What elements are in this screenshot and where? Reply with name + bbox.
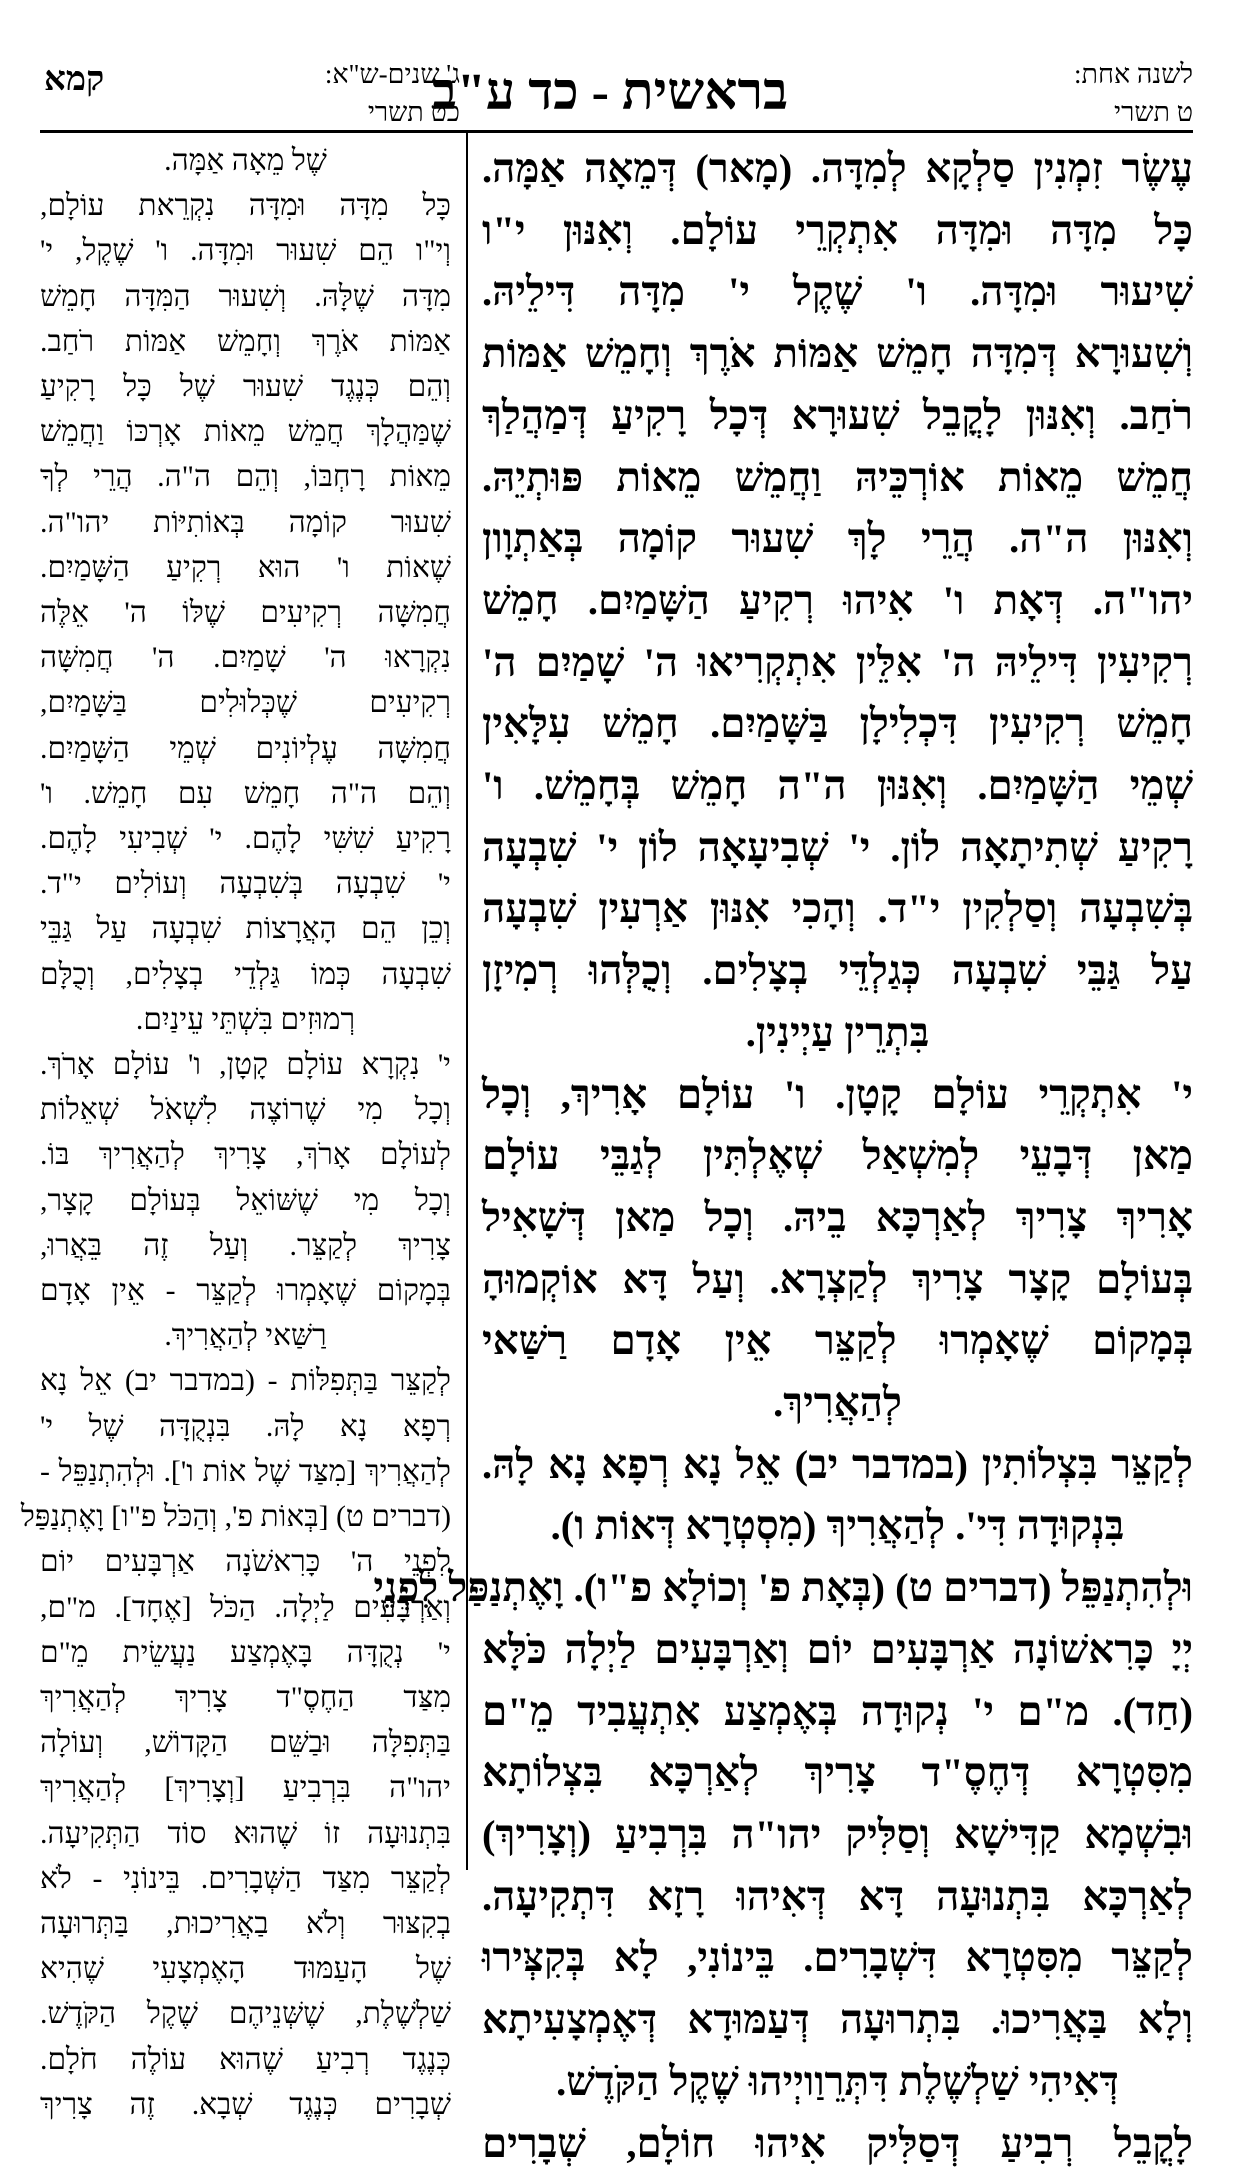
commentary-line: בַּתְּפִלָּה וּבַשֵּׁם הַקָּדוֹשׁ, וְעוֹלָה [40,1720,451,1765]
main-line: חֲמֵשׁ מֵאוֹת אוֹרְכֵּיהּ וַחֲמֵשׁ מֵאוֹת פּוּתְיֵהּ. [482,447,1193,509]
commentary-line: שִׁעוּר קוֹמָה בְּאוֹתִיּוֹת יהו"ה. [40,500,451,545]
main-line: (חַד). מ"ם י' נְקוּדָה בְּאֶמְצַע אִתְעֲבִיד מֵ"ם [482,1681,1193,1743]
commentary-line: שִׁבְעָה כְּמוֹ גַּלְדֵי בְצָלִים, וְכֻלָּם [40,952,451,997]
main-line: מִסִּטְרָא דְּחֶסֶ"ד צָרִיךְ לְאַרְכָּא בִּצְלוֹתָא [482,1742,1193,1804]
main-line: אָרִיךְ צָרִיךְ לְאַרְכָּא בֵיהּ. וְכָל מַאן דְּשָׁאִיל [482,1187,1193,1249]
commentary-line: שֶׁל מֵאָה אַמָּה. [40,138,451,183]
commentary-line: כָּל מִדָּה וּמִדָּה נִקְרֵאת עוֹלָם, [40,183,451,228]
main-line: וְאִנּוּן ה"ה. הֲרֵי לָךְ שִׁעוּר קוֹמָה בְּאַתְוָון [482,508,1193,570]
main-line: מַאן דְּבָעֵי לְמִשְׁאַל שְׁאֶלְתִּין לְגַבֵּי עוֹלָם [482,1125,1193,1187]
commentary-line: רָקִיעַ שִׁשִּׁי לָהֶם. י' שְׁבִיעִי לָהֶם. [40,816,451,861]
commentary-line: שְׁבָרִים כְּנֶגֶד שְׁבָא. זֶה צָרִיךְ [40,2082,451,2127]
commentary-line: חֲמִשָּׁה עֶלְיוֹנִים שְׁמֵי הַשָּׁמַיִם. [40,726,451,771]
commentary-line: וְהֵם כְּנֶגֶד שִׁעוּר שֶׁל כָּל רָקִיעַ [40,364,451,409]
main-line: שְׁמֵי הַשָּׁמַיִם. וְאִנּוּן ה"ה חָמֵשׁ בְּחָמֵשׁ. ו' [482,755,1193,817]
header-divider [40,130,1193,133]
commentary-line: רַשַּׁאי לְהַאֲרִיךְ. [40,1313,451,1358]
commentary-line: שֶׁאוֹת ו' הוּא רְקִיעַ הַשָּׁמַיִם. [40,545,451,590]
commentary-line: בִּתְנוּעָה זוֹ שֶׁהוּא סוֹד הַתְּקִיעָה. [40,1811,451,1856]
commentary-line: לְהַאֲרִיךְ [מִצַּד שֶׁל אוֹת ו']. וּלְהִתְנַפֵּל - [40,1449,451,1494]
main-line: יְיָ כָּרִאשׁוֹנָה אַרְבָּעִים יוֹם וְאַרְבָּעִים לַיְלָה כֹּלָּא [482,1619,1193,1681]
commentary-line: רְקִיעִים שֶׁכְּלוּלִים בַּשָּׁמַיִם, [40,680,451,725]
commentary-line: לְעוֹלָם אָרֹךְ, צָרִיךְ לְהַאֲרִיךְ בּוֹ. [40,1132,451,1177]
main-line: וּלְהִתְנַפֵּל (דברים ט) (בְּאָת פ' וְכוֹלָא פ"ו). וָאֶתְנַפַּל לִפְנֵי [482,1557,1193,1619]
main-line: כָּל מִדָּה וּמִדָּה אִתְקְרֵי עוֹלָם. וְאִנּוּן י"ו [482,200,1193,262]
commentary-line: לְקַצֵּר מִצַּד הַשְּׁבָרִים. בֵּינוֹנִי - לֹא [40,1856,451,1901]
commentary-line: מִצַּד הַחֶסֶ"ד צָרִיךְ לְהַאֲרִיךְ [40,1675,451,1720]
commentary-line: י' נִקְרָא עוֹלָם קָטָן, ו' עוֹלָם אָרֹךְ. [40,1042,451,1087]
main-line: עַל גַּבֵּי שִׁבְעָה כְּגַלְדֵּי בְצָלִים. וְכֻלְּהוּ רְמִיזָן [482,940,1193,1002]
main-line: י' אִתְקְרֵי עוֹלָם קָטָן. ו' עוֹלָם אָרִיךְ, וְכָל [482,1064,1193,1126]
main-line: בִּנְקוּדָה דִּי'. לְהַאֲרִיךְ (מִסְטְרָא דְּאוֹת ו). [482,1495,1193,1557]
header-year-schedule-one [893,55,1193,131]
commentary-line: וְהֵם ה"ה חָמֵשׁ עִם חָמֵשׁ. ו' [40,771,451,816]
commentary-line: וְכֵן הֵם הָאֲרָצוֹת שִׁבְעָה עַל גַּבֵּי [40,906,451,951]
commentary-line: צָרִיךְ לְקַצֵּר. וְעַל זֶה בֵּאֲרוּ, [40,1223,451,1268]
commentary-line: וְכָל מִי שֶׁשּׁוֹאֵל בְּעוֹלָם קָצָר, [40,1178,451,1223]
main-line: בִּתְרֵין עַיְינִין. [482,1002,1193,1064]
commentary-line: י' שִׁבְעָה בְּשִׁבְעָה וְעוֹלִים י"ד. [40,861,451,906]
header-one-year-label: לשנה אחת: [893,55,1193,93]
commentary-line: רְמוּזִים בִּשְׁתֵּי עֵינַיִם. [40,997,451,1042]
commentary-line: בְקִצּוּר וְלֹא בַאֲרִיכוּת, בַּתְּרוּעָה [40,1901,451,1946]
main-line: בְּמָקוֹם שֶׁאָמְרוּ לְקַצֵּר אֵין אָדָם רַשַּׁאי [482,1310,1193,1372]
commentary-line: רְפָא נָא לָהּ. בִּנְקֻדָּה שֶׁל י' [40,1404,451,1449]
main-line: וְשִׁעוּרָא דְּמִדָּה חָמֵשׁ אַמּוֹת אֹרֶךְ וְחָמֵשׁ אַמּוֹת [482,323,1193,385]
main-line: וּבִשְׁמָא קַדִּישָׁא וְסַלִּיק יהו"ה בִּרְבִיעַ (וְצָרִיךְ) [482,1804,1193,1866]
main-line: עֶשֶׂר זִמְנִין סַלְקָא לְמִדָּה. (מָאר) דְּמֵאָה אַמָּה. [482,138,1193,200]
main-line: וְלָא בַּאֲרִיכוּ. בִּתְרוּעָה דְּעַמּוּדָא דְּאֶמְצָעִיתָא [482,1989,1193,2051]
main-text-column [482,138,1193,1878]
main-line: חָמֵשׁ רְקִיעִין דִּכְלִילָן בַּשָּׁמַיִם. חָמֵשׁ עִלָּאִין [482,693,1193,755]
commentary-line: (דברים ט) [בְּאוֹת פ', וְהַכֹּל פ"ו] וָאֶתְנַפַּל [40,1494,451,1539]
main-line: רְקִיעִין דִּילֵיהּ ה' אִלֵּין אִתְקְרִיאוּ ה' שָׁמַיִם ה' [482,632,1193,694]
header-three-years-date: כט תשרי [160,93,460,131]
commentary-line: שֶׁל הָעַמּוּד הָאֶמְצָעִי שֶׁהִיא [40,1946,451,1991]
commentary-line: וְאַרְבָּעִים לַיְלָה. הַכֹּל [אֶחָד]. מ"ם, [40,1585,451,1630]
main-line: יהו"ה. דְּאָת ו' אִיהוּ רְקִיעַ הַשָּׁמַיִם. חָמֵשׁ [482,570,1193,632]
main-line: לְקַצֵּר מִסִּטְרָא דִּשְׁבָרִים. בֵּינוֹנִי, לָא בְּקִצְּירוּ [482,1927,1193,1989]
commentary-line: שַׁלְשֶׁלֶת, שֶׁשְּׁנֵיהֶם שֶׁקֶל הַקֹּדֶשׁ. [40,1991,451,2036]
header-year-schedule-three [160,55,460,131]
page-number: קמא [44,55,104,105]
commentary-line: וְי"ו הֵם שִׁעוּר וּמִדָּה. ו' שֶׁקֶל, י' [40,228,451,273]
main-line: שִׁיעוּר וּמִדָּה. ו' שֶׁקֶל י' מִדָּה דִּילֵיהּ. [482,261,1193,323]
main-line: לְהַאֲרִיךְ. [482,1372,1193,1434]
main-line: בְּעוֹלָם קָצָר צָרִיךְ לְקַצְרָא. וְעַל דָּא אוֹקְמוּהָ [482,1249,1193,1311]
header-one-year-date: ט תשרי [893,93,1193,131]
commentary-column [40,138,451,1878]
main-line: לְאַרְכָּא בִּתְנוּעָה דָּא דְּאִיהוּ רָזָא דִּתְקִיעָה. [482,1866,1193,1928]
commentary-line: וְכָל מִי שֶׁרוֹצֶה לִשְׁאֹל שְׁאֵלוֹת [40,1087,451,1132]
page-title: בראשית - כד ע"ב [380,58,840,128]
commentary-line: בְּמָקוֹם שֶׁאָמְרוּ לְקַצֵּר - אֵין אָדָם [40,1268,451,1313]
main-line: דְּאִיהִי שַׁלְשֶׁלֶת דִּתְּרֵוַויְיהוּ שֶׁקֶל הַקֹּדֶשׁ. [482,2051,1193,2113]
main-line: רֹחַב. וְאִנּוּן לָקֳבֵל שִׁעוּרָא דְּכָל רָקִיעַ דְּמַהֲלַךְ [482,385,1193,447]
commentary-line: יהו"ה בִּרְבִיעַ [וְצָרִיךְ] לְהַאֲרִיךְ [40,1765,451,1810]
commentary-line: י' נְקֻדָּה בָּאֶמְצַע נַעֲשֵׂית מֵ"ם [40,1630,451,1675]
commentary-line: לִפְנֵי ה' כָּרִאשֹׁנָה אַרְבָּעִים יוֹם [40,1539,451,1584]
main-line: בְּשִׁבְעָה וְסַלְקִין י"ד. וְהָכִי אִנּוּן אַרְעִין שִׁבְעָה [482,878,1193,940]
commentary-line: כְּנֶגֶד רְבִיעַ שֶׁהוּא עוֹלֶה חֹלָם. [40,2037,451,2082]
commentary-line: לְקַצֵּר בַּתְּפִלּוֹת - (במדבר יב) אֵל נָא [40,1358,451,1403]
commentary-line: שֶׁמַּהֲלָךְ חֲמֵשׁ מֵאוֹת אָרְכּוֹ וַחֲמֵשׁ [40,409,451,454]
commentary-line: חֲמִשָּׁה רְקִיעִים שֶׁלּוֹ ה' אֵלֶּה [40,590,451,635]
commentary-line: מִדָּה שֶׁלָּהּ. וְשִׁעוּר הַמִּדָּה חָמֵשׁ [40,274,451,319]
header-three-years-label: ג' שנים-ש"א: [160,55,460,93]
commentary-line: נִקְרָאוּ ה' שָׁמַיִם. ה' חֲמִשָּׁה [40,635,451,680]
main-line: רָקִיעַ שְׁתִיתָאָה לוֹן. י' שְׁבִיעָאָה לוֹן י' שִׁבְעָה [482,817,1193,879]
commentary-line: מֵאוֹת רָחְבּוֹ, וְהֵם ה"ה. הֲרֵי לְךָ [40,454,451,499]
main-line: לְקַצֵּר בִּצְלוֹתִין (במדבר יב) אֵל נָא רְפָא נָא לָהּ. [482,1434,1193,1496]
commentary-line: אַמּוֹת אֹרֶךְ וְחָמֵשׁ אַמּוֹת רֹחַב. [40,319,451,364]
main-line: לָקֳבֵל רְבִיעַ דְּסַלִּיק אִיהוּ חוֹלָם, שְׁבָרִים [482,2113,1193,2174]
